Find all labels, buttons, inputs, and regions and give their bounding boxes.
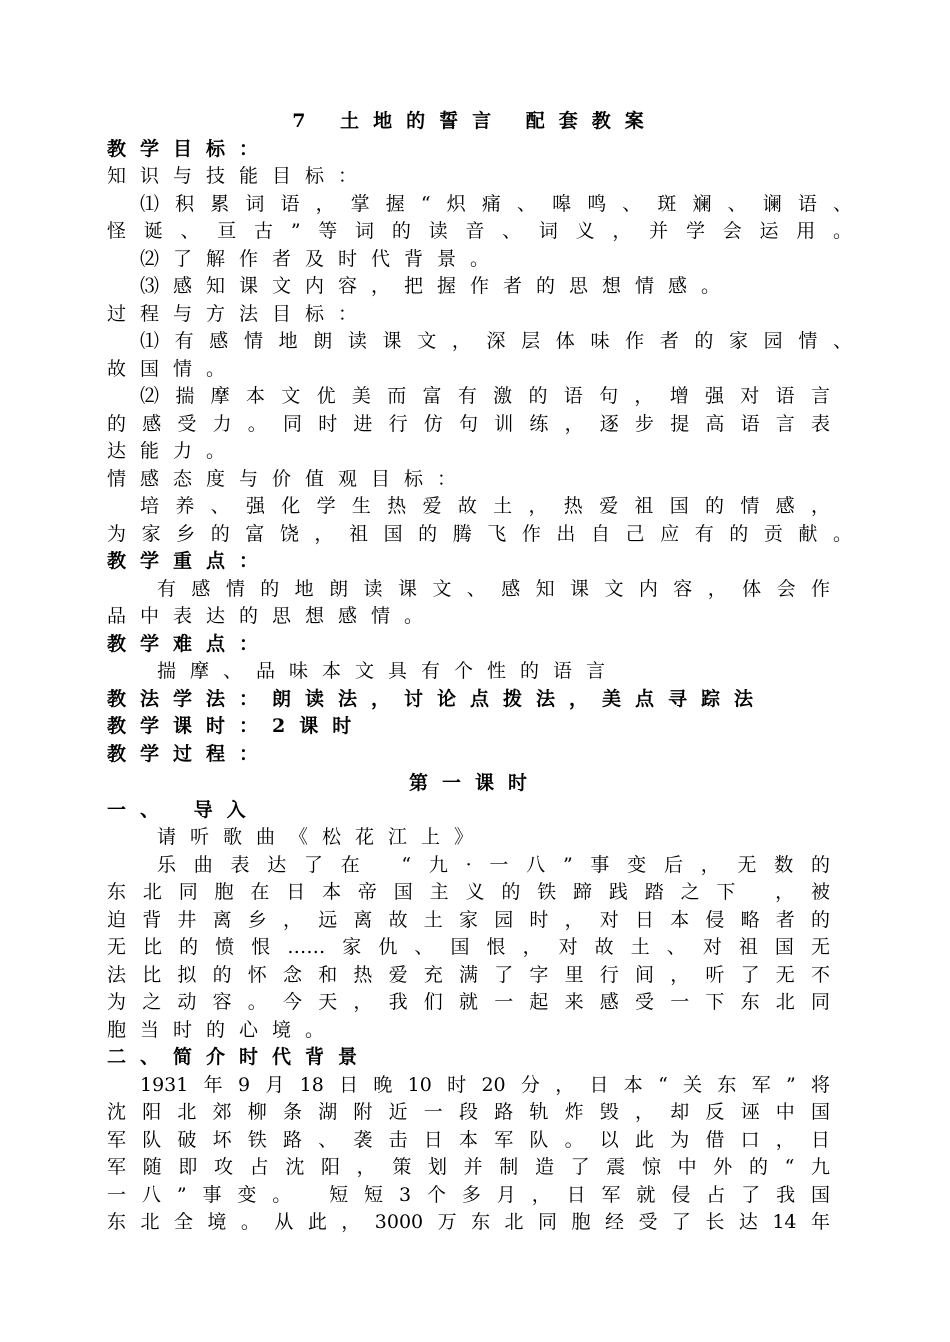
heading-key-points: 教学重点： xyxy=(107,550,273,572)
goal-line: ⑵了解作者及时代背景。 xyxy=(140,248,504,270)
goal-line: ⑴有感情地朗读课文，深层体味作者的家园情、 xyxy=(140,330,852,352)
subheading-emotion-values: 情感态度与价值观目标： xyxy=(107,468,471,490)
key-points-line: 品中表达的思想感情。 xyxy=(107,605,438,627)
body-line: 迫背井离乡，远离故土家园时，对日本侵略者的 xyxy=(107,909,830,931)
heading-introduction: 一、 导入 xyxy=(107,799,260,821)
body-line: 胞当时的心境。 xyxy=(107,1019,339,1041)
body-line: 军随即攻占沈阳，策划并制造了震惊中外的“九 xyxy=(107,1156,830,1178)
subheading-process-method: 过程与方法目标： xyxy=(107,303,372,325)
body-line: 东北全境。从此，3000万东北同胞经受了长达14年 xyxy=(107,1211,830,1233)
goal-line: 怪诞、亘古”等词的读音、词义，并学会运用。 xyxy=(107,220,852,242)
heading-teaching-process: 教学过程： xyxy=(107,743,273,765)
heading-teaching-goals: 教学目标： xyxy=(107,138,273,160)
body-line: 乐曲表达了在 “九·一八”事变后，无数的 xyxy=(157,854,830,876)
body-line: 沈阳北郊柳条湖附近一段路轨炸毁，却反诬中国 xyxy=(107,1101,830,1123)
body-line: 为之动容。今天，我们就一起来感受一下东北同 xyxy=(107,991,830,1013)
goal-line: ⑶感知课文内容，把握作者的思想情感。 xyxy=(140,275,735,297)
subheading-knowledge-skills: 知识与技能目标： xyxy=(107,165,372,187)
body-line: 1931年9月18日晚10时20分，日本“关东军”将 xyxy=(140,1074,830,1096)
goal-line: ⑵揣摩本文优美而富有激的语句，增强对语言 xyxy=(140,385,830,407)
section-title-first-lesson: 第一课时 xyxy=(408,772,541,794)
teaching-methods-line: 教法学法：朗读法，讨论点拨法，美点寻踪法 xyxy=(107,688,768,710)
goal-line: 达能力。 xyxy=(107,440,240,462)
goal-line: 的感受力。同时进行仿句训练，逐步提高语言表 xyxy=(107,413,830,435)
body-line: 无比的愤恨……家仇、国恨，对故土、对祖国无 xyxy=(107,936,830,958)
class-hours-line: 教学课时：2课时 xyxy=(107,715,366,737)
document-title: 7 土地的誓言 配套教案 xyxy=(292,110,658,132)
key-points-line: 有感情的地朗读课文、感知课文内容，体会作 xyxy=(157,578,830,600)
body-line: 军队破坏铁路、袭击日本军队。以此为借口，日 xyxy=(107,1129,830,1151)
difficult-points-line: 揣摩、品味本文具有个性的语言 xyxy=(157,660,620,682)
body-line: 法比拟的怀念和热爱充满了字里行间，听了无不 xyxy=(107,964,830,986)
goal-line: 培养、强化学生热爱故土，热爱祖国的情感， xyxy=(140,495,830,517)
goal-line: ⑴积累词语，掌握“炽痛、嗥鸣、斑斓、谰语、 xyxy=(140,193,852,215)
goal-line: 为家乡的富饶，祖国的腾飞作出自己应有的贡献。 xyxy=(107,523,852,545)
goal-line: 故国情。 xyxy=(107,358,240,380)
heading-background: 二、简介时代背景 xyxy=(107,1046,372,1068)
heading-difficult-points: 教学难点： xyxy=(107,633,273,655)
body-line: 请听歌曲《松花江上》 xyxy=(157,826,488,848)
body-line: 一八”事变。 短短3个多月，日军就侵占了我国 xyxy=(107,1184,830,1206)
body-line: 东北同胞在日本帝国主义的铁蹄践踏之下 ，被 xyxy=(107,881,830,903)
